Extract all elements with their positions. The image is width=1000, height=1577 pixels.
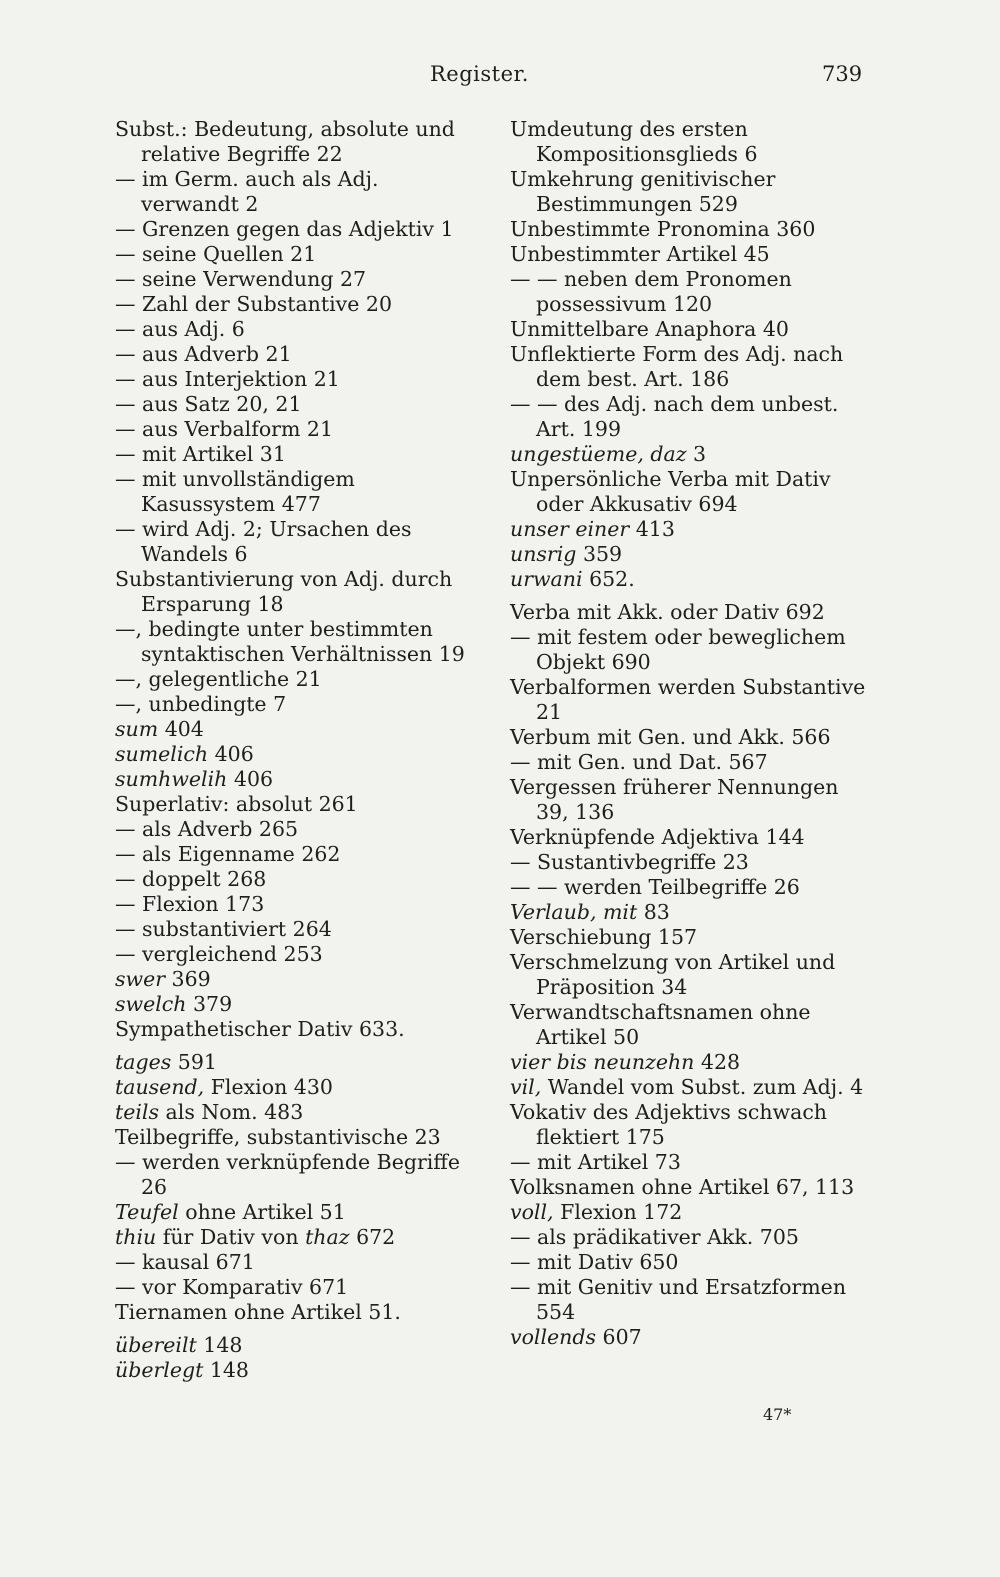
index-entry: [115, 867, 475, 892]
index-text: — Zahl der Substantive 20: [115, 292, 392, 316]
index-entry: [510, 1200, 870, 1225]
index-entry: [115, 792, 475, 817]
index-text: Verknüpfende Adjektiva 144: [510, 825, 805, 849]
index-text: ohne Artikel 51: [185, 1200, 346, 1224]
index-entry: [510, 392, 870, 442]
index-entry: [510, 725, 870, 750]
index-text: Teilbegriffe, substantivische 23: [115, 1125, 441, 1149]
index-term-italic: sumelich: [115, 742, 209, 766]
index-entry: [115, 1075, 475, 1100]
index-entry: [510, 1250, 870, 1275]
index-text: — aus Interjektion 21: [115, 367, 340, 391]
index-text: — wird Adj. 2; Ursachen des Wandels 6: [115, 517, 412, 566]
index-entry: [510, 625, 870, 675]
index-text: — seine Quellen 21: [115, 242, 317, 266]
index-entry: [510, 1150, 870, 1175]
index-text: Flexion 172: [560, 1200, 683, 1224]
index-entry: [510, 167, 870, 217]
index-entry: [115, 817, 475, 842]
index-text: — kausal 671: [115, 1250, 255, 1274]
index-text: Vergessen früherer Nennungen 39, 136: [510, 775, 839, 824]
index-text: — als prädikativer Akk. 705: [510, 1225, 799, 1249]
page-header: [0, 62, 1000, 98]
index-text: 3: [693, 442, 707, 466]
index-term-italic: vollends: [510, 1325, 597, 1349]
index-text: 148: [209, 1358, 249, 1382]
index-entry: [115, 342, 475, 367]
index-entry: [115, 242, 475, 267]
index-entry: [510, 217, 870, 242]
index-text: —, unbedingte 7: [115, 692, 287, 716]
index-entry: [510, 1275, 870, 1325]
index-text: — Sustantivbegriffe 23: [510, 850, 749, 874]
index-text: Verschiebung 157: [510, 925, 698, 949]
index-text: 428: [700, 1050, 741, 1074]
index-entry: [510, 825, 870, 850]
index-text: 591: [177, 1050, 217, 1074]
index-entry: [115, 1017, 475, 1042]
index-text: Verbalformen werden Substantive 21: [510, 675, 866, 724]
index-entry: [115, 717, 475, 742]
index-text: — Grenzen gegen das Adjektiv 1: [115, 217, 454, 241]
index-term-italic: vil,: [510, 1075, 542, 1099]
index-text: Substantivierung von Adj. durch Ersparung 18: [115, 567, 453, 616]
index-term-italic: überlegt: [115, 1358, 204, 1382]
index-text: Verschmelzung von Artikel und Präposition 34: [510, 950, 836, 999]
index-term-italic: sum: [115, 717, 159, 741]
index-entry: [510, 442, 870, 467]
index-text: Unpersönliche Verba mit Dativ oder Akkusativ 694: [510, 467, 831, 516]
index-entry: [510, 1225, 870, 1250]
index-entry: [510, 775, 870, 825]
index-entry: [510, 900, 870, 925]
index-entry: [115, 1125, 475, 1150]
index-entry: [115, 1250, 475, 1275]
index-text: — — des Adj. nach dem unbest. Art. 199: [510, 392, 839, 441]
index-entry: [510, 1000, 870, 1050]
index-text: 672: [356, 1225, 396, 1249]
index-term-italic: urwani: [510, 567, 583, 591]
index-entry: [115, 942, 475, 967]
index-term-italic: vier bis neunzehn: [510, 1050, 695, 1074]
index-text: — mit Genitiv und Ersatzformen 554: [510, 1275, 847, 1324]
index-entry: [510, 950, 870, 1000]
index-entry: [115, 692, 475, 717]
index-text: 148: [203, 1333, 243, 1357]
index-term-italic: tausend,: [115, 1075, 205, 1099]
index-text: — aus Adj. 6: [115, 317, 245, 341]
index-text: — vergleichend 253: [115, 942, 323, 966]
index-entry: [115, 1333, 475, 1358]
index-entry: [510, 925, 870, 950]
index-entry: [115, 367, 475, 392]
index-entry: [510, 850, 870, 875]
index-entry: [115, 417, 475, 442]
index-entry: [510, 117, 870, 167]
index-text: Tiernamen ohne Artikel 51.: [115, 1300, 401, 1324]
index-entry: [510, 267, 870, 317]
index-entry: [115, 1200, 475, 1225]
index-entry: [510, 1100, 870, 1150]
index-entry: [115, 892, 475, 917]
index-entry: [115, 517, 475, 567]
index-text: Unbestimmte Pronomina 360: [510, 217, 816, 241]
index-term-italic: unser einer: [510, 517, 630, 541]
index-term-italic: sumhwelih: [115, 767, 228, 791]
index-text: 369: [171, 967, 211, 991]
index-column-right: [510, 117, 870, 1350]
index-text: — vor Komparativ 671: [115, 1275, 349, 1299]
index-entry: [510, 242, 870, 267]
index-text: 379: [192, 992, 233, 1016]
index-entry: [115, 742, 475, 767]
index-text: — mit unvollständigem Kasussystem 477: [115, 467, 355, 516]
index-text: — mit Artikel 73: [510, 1150, 681, 1174]
index-text: Unflektierte Form des Adj. nach dem best. Art. 186: [510, 342, 844, 391]
index-term-italic: voll,: [510, 1200, 554, 1224]
signature-mark: 47*: [763, 1405, 792, 1424]
index-term-italic: thaz: [305, 1225, 350, 1249]
index-entry: [115, 1100, 475, 1125]
index-text: — werden verknüpfende Begriffe 26: [115, 1150, 460, 1199]
index-text: Superlativ: absolut 261: [115, 792, 358, 816]
index-term-italic: Verlaub, mit: [510, 900, 638, 924]
index-entry: [115, 167, 475, 217]
index-text: Vokativ des Adjektivs schwach flektiert 175: [510, 1100, 827, 1149]
index-term-italic: teils: [115, 1100, 160, 1124]
index-entry: [510, 342, 870, 392]
index-entry: [115, 442, 475, 467]
index-text: — mit Gen. und Dat. 567: [510, 750, 768, 774]
index-entry: [510, 542, 870, 567]
index-entry: [510, 1175, 870, 1200]
index-text: — im Germ. auch als Adj. verwandt 2: [115, 167, 379, 216]
index-entry: [115, 992, 475, 1017]
index-text: Unbestimmter Artikel 45: [510, 242, 770, 266]
index-text: — doppelt 268: [115, 867, 267, 891]
index-text: Umdeutung des ersten Kompositionsglieds 6: [510, 117, 758, 166]
index-entry: [115, 1275, 475, 1300]
index-entry: [115, 117, 475, 167]
index-entry: [115, 217, 475, 242]
index-entry: [510, 517, 870, 542]
index-text: —, gelegentliche 21: [115, 667, 322, 691]
index-entry: [115, 967, 475, 992]
running-title: Register.: [430, 62, 529, 86]
index-entry: [115, 617, 475, 667]
index-text: Verbum mit Gen. und Akk. 566: [510, 725, 831, 749]
index-term-italic: ungestüeme, daz: [510, 442, 687, 466]
index-entry: [115, 767, 475, 792]
index-term-italic: unsrig: [510, 542, 577, 566]
index-text: — Flexion 173: [115, 892, 265, 916]
index-entry: [115, 317, 475, 342]
index-text: 359: [582, 542, 623, 566]
index-entry: [510, 567, 870, 592]
index-entry: [510, 750, 870, 775]
index-text: Wandel vom Subst. zum Adj. 4: [547, 1075, 864, 1099]
index-text: 406: [214, 742, 254, 766]
index-term-italic: übereilt: [115, 1333, 197, 1357]
index-entry: [510, 1075, 870, 1100]
index-text: — seine Verwendung 27: [115, 267, 367, 291]
index-text: — aus Verbalform 21: [115, 417, 334, 441]
index-text: Verwandtschaftsnamen ohne Artikel 50: [510, 1000, 811, 1049]
index-text: — mit festem oder beweglichem Objekt 690: [510, 625, 846, 674]
index-text: 83: [643, 900, 670, 924]
index-entry: [115, 467, 475, 517]
page-number: 739: [822, 62, 863, 86]
index-text: 607: [602, 1325, 642, 1349]
index-entry: [115, 842, 475, 867]
index-entry: [115, 392, 475, 417]
index-text: — mit Artikel 31: [115, 442, 286, 466]
index-text: — — werden Teilbegriffe 26: [510, 875, 800, 899]
index-term-italic: swelch: [115, 992, 187, 1016]
index-entry: [115, 567, 475, 617]
index-text: — aus Adverb 21: [115, 342, 292, 366]
index-entry: [510, 675, 870, 725]
index-entry: [115, 292, 475, 317]
index-entry: [510, 875, 870, 900]
index-entry: [510, 317, 870, 342]
index-entry: [115, 1358, 475, 1383]
index-text: — — neben dem Pronomen possessivum 120: [510, 267, 792, 316]
index-text: 404: [164, 717, 204, 741]
index-entry: [115, 1050, 475, 1075]
index-entry: [115, 1225, 475, 1250]
index-text: Volksnamen ohne Artikel 67, 113: [510, 1175, 855, 1199]
index-text: Unmittelbare Anaphora 40: [510, 317, 789, 341]
index-term-italic: swer: [115, 967, 165, 991]
index-term-italic: tages: [115, 1050, 172, 1074]
index-text: — als Eigenname 262: [115, 842, 341, 866]
index-text: Verba mit Akk. oder Dativ 692: [510, 600, 825, 624]
index-term-italic: thiu: [115, 1225, 157, 1249]
index-text: Flexion 430: [210, 1075, 333, 1099]
index-text: 652.: [589, 567, 635, 591]
index-text: Sympathetischer Dativ 633.: [115, 1017, 405, 1041]
index-entry: [115, 1300, 475, 1325]
index-text: Subst.: Bedeutung, absolute und relative Begriffe 22: [115, 117, 455, 166]
index-entry: [115, 917, 475, 942]
index-entry: [510, 467, 870, 517]
index-text: — als Adverb 265: [115, 817, 299, 841]
index-term-italic: Teufel: [115, 1200, 179, 1224]
index-entry: [115, 267, 475, 292]
index-column-left: [115, 117, 475, 1383]
index-entry: [510, 1325, 870, 1350]
index-text: als Nom. 483: [165, 1100, 304, 1124]
index-entry: [510, 1050, 870, 1075]
index-text: für Dativ von: [162, 1225, 299, 1249]
index-entry: [510, 600, 870, 625]
index-text: — aus Satz 20, 21: [115, 392, 302, 416]
index-text: 406: [233, 767, 274, 791]
index-text: Umkehrung genitivischer Bestimmungen 529: [510, 167, 776, 216]
index-text: — substantiviert 264: [115, 917, 332, 941]
index-entry: [115, 667, 475, 692]
index-entry: [115, 1150, 475, 1200]
index-text: — mit Dativ 650: [510, 1250, 679, 1274]
index-text: 413: [635, 517, 675, 541]
index-text: —, bedingte unter bestimmten syntaktischen Verhältnissen 19: [115, 617, 465, 666]
